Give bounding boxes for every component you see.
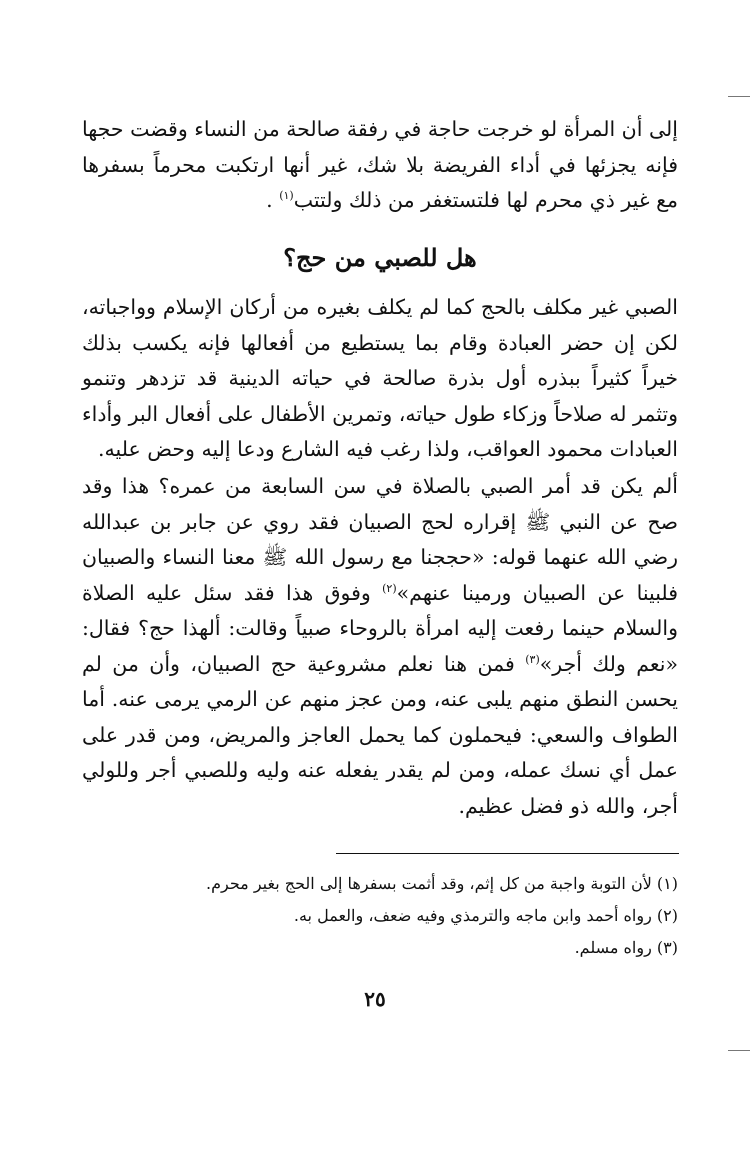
intro-paragraph [82, 112, 678, 219]
body-paragraph-2-part-a: ألم يكن قد أمر الصبي بالصلاة في سن السابعة من عمره؟ هذا وقد صح عن النبي ﷺ إقراره لحج الصبيان فقد روي عن جابر بن عبدالله رضي الله عنهما قوله: «حججنا مع رسول الله ﷺ معنا النساء والصبيان فلبينا عن الصبيان ورمينا عنهم» [82, 474, 679, 605]
body-paragraph-2 [82, 469, 678, 824]
section-heading: هل للصبي من حج؟ [283, 243, 477, 272]
footnote-ref-1: (١) [279, 189, 294, 203]
page-number: ٢٥ [364, 987, 386, 1011]
body-paragraph-2-part-b: وفوق هذا فقد سئل عليه الصلاة والسلام حينما رفعت إليه امرأة بالروحاء صبياً وقالت: ألهذا حج؟ فقال: «نعم ولك أجر» [82, 580, 678, 676]
scan-edge-mark-bottom [728, 1050, 750, 1051]
intro-period: . [266, 188, 273, 212]
footnotes-list [82, 868, 678, 964]
footnote-1: (١) لأن التوبة واجبة من كل إثم، وقد أثمت بسفرها إلى الحج بغير محرم. [206, 874, 678, 893]
footnote-divider [336, 853, 679, 854]
intro-text: إلى أن المرأة لو خرجت حاجة في رفقة صالحة من النساء وقضت حجها فإنه يجزئها في أداء الفريضة بلا شك، غير أنها ارتكبت محرماً بسفرها مع غير ذي محرم لها فلتستغفر من ذلك ولتتب [82, 117, 678, 212]
footnote-3: (٣) رواه مسلم. [574, 938, 678, 957]
scan-edge-mark-top [728, 96, 750, 97]
body-paragraph-1: الصبي غير مكلف بالحج كما لم يكلف بغيره من أركان الإسلام وواجباته، لكن إن حضر العبادة وقام بما يستطيع من أفعالها فإنه يكسب بذلك خيراً كثيراً ببذره أول بذرة صالحة في حياته الدينية قد تزدهر وتنمو وتثمر له صلاحاً وزكاء طول حياته، وتمرين الأطفال على أفعال البر وأداء العبادات محمود العواقب، ولذا رغب فيه الشارع ودعا إليه وحض عليه. [82, 295, 678, 461]
footnote-ref-2: (٢) [382, 581, 397, 595]
footnote-2: (٢) رواه أحمد وابن ماجه والترمذي وفيه ضعف، والعمل به. [293, 906, 678, 925]
body-paragraph-2-part-c: فمن هنا نعلم مشروعية حج الصبيان، وأن من لم يحسن النطق منهم يلبى عنه، ومن عجز منهم عن الرمي يرمى عنه. أما الطواف والسعي: فيحملون كما يحمل العاجز والمريض، ومن قدر على عمل أي نسك عمله، ومن لم يقدر يفعله عنه وليه وللصبي أجر وللولي أجر، والله ذو فضل عظيم. [82, 651, 678, 818]
footnote-ref-3: (٣) [525, 652, 540, 666]
